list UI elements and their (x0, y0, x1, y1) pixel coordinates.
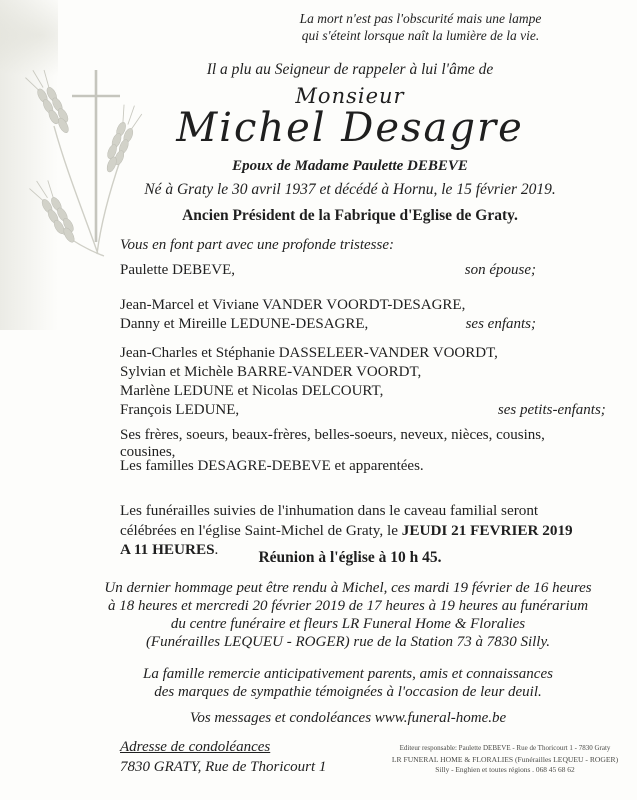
honorific-line: Ancien Président de la Fabrique d'Eglise de Graty. (182, 207, 518, 224)
family-name-line: Jean-Charles et Stéphanie DASSELEER-VANDER VOORDT, (120, 345, 498, 361)
title-monsieur: Monsieur (295, 84, 405, 108)
funeral-text: Les funérailles suivies de l'inhumation dans le caveau familial seront célébrées en l'église Saint-Michel de Graty, le (120, 502, 539, 539)
opening-quote (283, 10, 558, 44)
spouse-of-line: Epoux de Madame Paulette DEBEVE (232, 158, 468, 174)
family-name-line: Jean-Marcel et Viviane VANDER VOORDT-DESAGRE, (120, 297, 466, 313)
family-name-line: François LEDUNE, (120, 402, 240, 418)
grandchildren-names (120, 344, 498, 420)
address-value: 7830 GRATY, Rue de Thoricourt 1 (120, 759, 327, 775)
tribute-paragraph (98, 579, 598, 651)
funeral-home-imprint (374, 744, 636, 774)
life-dates-line: Né à Graty le 30 avril 1937 et décédé à Hornu, le 15 février 2019. (144, 181, 556, 198)
address-label: Adresse de condoléances (120, 739, 271, 755)
family-group-spouse (120, 261, 578, 280)
service-area-line: Silly - Enghien et toutes régions . 068 45 68 62 (435, 765, 575, 774)
publisher-line: Editeur responsable: Paulette DEBEVE - Rue de Thoricourt 1 - 7830 Graty (399, 744, 611, 752)
deceased-name: Michel Desagre (176, 105, 524, 151)
family-name-line: Paulette DEBEVE, (120, 262, 235, 278)
relation-label-children: ses enfants; (465, 316, 536, 332)
quote-line-1: La mort n'est pas l'obscurité mais une lampe (299, 11, 542, 26)
relatives-line: Ses frères, soeurs, beaux-frères, belles-soeurs, neveux, nièces, cousins, cousines, (120, 427, 545, 460)
family-name-line: Marlène LEDUNE et Nicolas DELCOURT, (120, 383, 384, 399)
family-group-grandchildren (120, 344, 606, 420)
family-group-children (120, 296, 578, 334)
spouse-names (120, 261, 235, 280)
thanks-line: des marques de sympathie témoignées à l'occasion de leur deuil. (154, 684, 542, 700)
quote-line-2: qui s'éteint lorsque naît la lumière de la vie. (301, 28, 540, 43)
intro-line: Il a plu au Seigneur de rappeler à lui l'âme de (206, 61, 494, 78)
families-line: Les familles DESAGRE-DEBEVE et apparentées. (120, 458, 424, 474)
funeral-home-line: LR FUNERAL HOME & FLORALIES (Funérailles LEQUEU - ROGER) (391, 755, 619, 764)
tribute-line: à 18 heures et mercredi 20 février 2019 de 17 heures à 19 heures au funérarium (107, 598, 589, 614)
church-meeting-line: Réunion à l'église à 10 h 45. (258, 549, 442, 566)
family-name-line: Danny et Mireille LEDUNE-DESAGRE, (120, 316, 369, 332)
relation-label-spouse: son épouse; (464, 262, 536, 278)
online-condolences-line: Vos messages et condoléances www.funeral-home.be (189, 710, 507, 726)
thanks-line: La famille remercie anticipativement parents, amis et connaissances (143, 666, 553, 682)
relation-label-grandchildren: ses petits-enfants; (497, 402, 606, 418)
family-name-line: Sylvian et Michèle BARRE-VANDER VOORDT, (120, 364, 422, 380)
tribute-line: du centre funéraire et fleurs LR Funeral Home & Floralies (170, 616, 526, 632)
wheat-stems (54, 126, 121, 256)
tribute-line: (Funérailles LEQUEU - ROGER) rue de la Station 73 à 7830 Silly. (145, 634, 551, 650)
tribute-line: Un dernier hommage peut être rendu à Michel, ces mardi 19 février de 16 heures (104, 580, 592, 596)
announcement-line: Vous en font part avec une profonde tristesse: (120, 237, 394, 253)
funeral-date-highlight: JEUDI 21 FEVRIER 2019 A 11 HEURES (120, 521, 573, 558)
funeral-text-end: . (214, 541, 219, 558)
thanks-paragraph (98, 665, 598, 701)
children-names (120, 296, 465, 334)
